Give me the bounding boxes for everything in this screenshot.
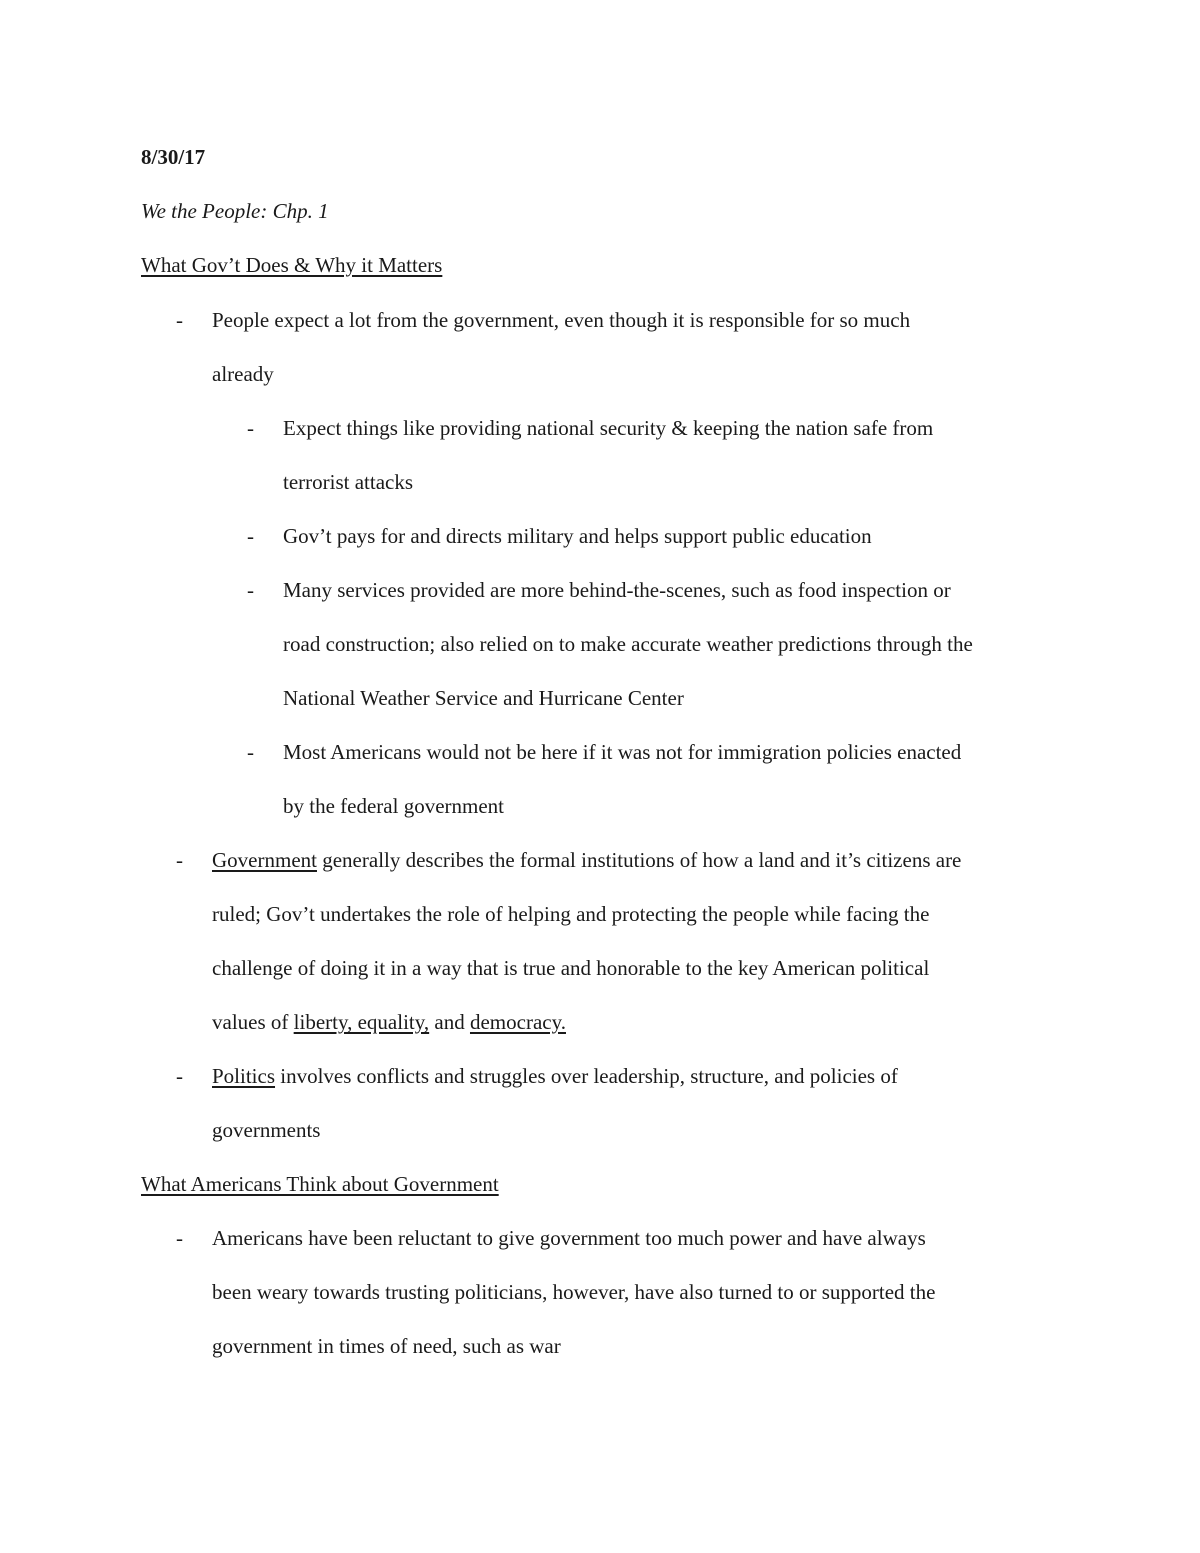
bullet-politics-line1 [212, 1063, 898, 1089]
values-of-text: values of [212, 1010, 294, 1034]
sub-bullet-dash: - [247, 416, 254, 440]
bullet-people-expect-line1: People expect a lot from the government, even though it is responsible for so much [212, 308, 911, 332]
bullet-politics-line2: governments [212, 1118, 321, 1142]
bullet-people-expect-line2: already [212, 362, 274, 386]
sub-bullet-most-americans-line1: Most Americans would not be here if it was not for immigration policies enacted [283, 740, 962, 764]
section-heading-what-govt-does: What Gov’t Does & Why it Matters [141, 253, 443, 277]
bullet-government-line3: challenge of doing it in a way that is true and honorable to the key American political [212, 956, 930, 980]
and-text: and [429, 1010, 470, 1034]
term-liberty-equality: liberty, equality, [293, 1010, 430, 1034]
bullet-dash: - [176, 308, 183, 332]
bullet-americans-reluctant-line2: been weary towards trusting politicians, however, have also turned to or supported the [212, 1280, 936, 1304]
bullet-dash: - [176, 1064, 183, 1088]
term-government: Government [212, 848, 317, 872]
sub-bullet-most-americans-line2: by the federal government [283, 794, 504, 818]
term-democracy: democracy. [469, 1010, 566, 1034]
sub-bullet-expect-things-line1: Expect things like providing national security & keeping the nation safe from [283, 416, 934, 440]
bullet-politics-line1-rest: involves conflicts and struggles over leadership, structure, and policies of [275, 1064, 898, 1088]
bullet-government-line1-rest: generally describes the formal institutions of how a land and it’s citizens are [316, 848, 962, 872]
sub-bullet-dash: - [247, 524, 254, 548]
term-politics: Politics [212, 1064, 276, 1088]
sub-bullet-dash: - [247, 578, 254, 602]
document-title: We the People: Chp. 1 [141, 199, 329, 223]
sub-bullet-many-services-line1: Many services provided are more behind-the-scenes, such as food inspection or [283, 578, 951, 602]
sub-bullet-govt-pays-line1: Gov’t pays for and directs military and helps support public education [283, 524, 872, 548]
sub-bullet-expect-things-line2: terrorist attacks [283, 470, 414, 494]
bullet-dash: - [176, 1226, 183, 1250]
document-date: 8/30/17 [141, 145, 206, 169]
bullet-dash: - [176, 848, 183, 872]
sub-bullet-dash: - [247, 740, 254, 764]
section-heading-what-americans-think: What Americans Think about Government [141, 1172, 499, 1196]
bullet-americans-reluctant-line1: Americans have been reluctant to give government too much power and have always [212, 1226, 926, 1250]
bullet-americans-reluctant-line3: government in times of need, such as war [212, 1334, 561, 1358]
bullet-government-line4 [212, 1009, 566, 1035]
bullet-government-line2: ruled; Gov’t undertakes the role of helping and protecting the people while facing the [212, 902, 930, 926]
sub-bullet-many-services-line2: road construction; also relied on to make accurate weather predictions through the [283, 632, 973, 656]
sub-bullet-many-services-line3: National Weather Service and Hurricane Center [283, 686, 684, 710]
bullet-government-line1 [212, 847, 961, 873]
